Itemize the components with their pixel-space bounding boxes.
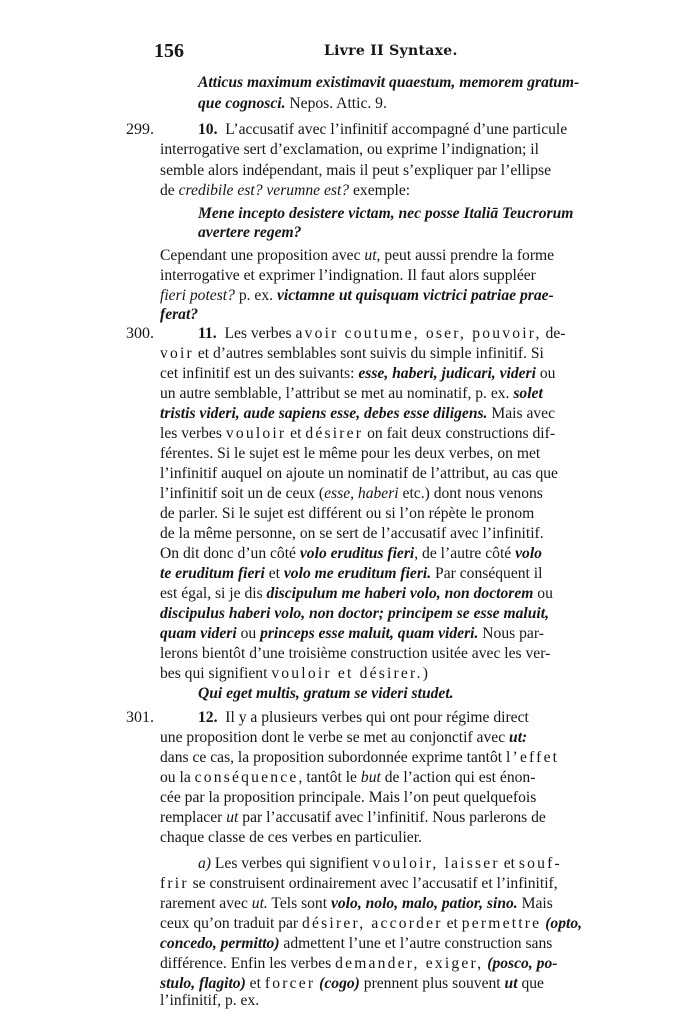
- paragraph-line: ou la conséquence, tantôt le but de l’action qui est énon-: [160, 769, 536, 786]
- running-head: Livre II Syntaxe.: [324, 43, 458, 59]
- paragraph-line: te eruditum fieri et volo me eruditum fieri. Par conséquent il: [160, 565, 543, 582]
- paragraph-line: les verbes vouloir et désirer on fait deux constructions dif-: [160, 425, 556, 442]
- paragraph-line: de credibile est? verumne est? exemple:: [160, 182, 411, 199]
- paragraph-line: l’infinitif, p. ex.: [160, 992, 260, 1009]
- section-number-299: 299.: [126, 121, 154, 138]
- quote-line: Qui eget multis, gratum se videri studet.: [198, 685, 454, 702]
- paragraph-line: stulo, flagito) et forcer (cogo) prennent plus souvent ut que: [160, 975, 544, 992]
- paragraph-line: 10. L’accusatif avec l’infinitif accompagné d’une particule: [198, 121, 568, 138]
- paragraph-line: cée par la proposition principale. Mais l’on peut quelquefois: [160, 789, 537, 806]
- paragraph-line: est égal, si je dis discipulum me haberi volo, non doctorem ou: [160, 585, 553, 602]
- paragraph-line: lerons bientôt d’une troisième construction usitée avec les ver-: [160, 645, 551, 662]
- paragraph-line: dans ce cas, la proposition subordonnée exprime tantôt l’effet: [160, 749, 560, 766]
- paragraph-line: discipulus haberi volo, non doctor; principem se esse maluit,: [160, 605, 549, 622]
- paragraph-line: chaque classe de ces verbes en particulier.: [160, 829, 422, 846]
- paragraph-line: de parler. Si le sujet est différent ou si l’on répète le pronom: [160, 505, 535, 522]
- paragraph-line: une proposition dont le verbe se met au conjonctif avec ut:: [160, 729, 528, 746]
- paragraph-line: remplacer ut par l’accusatif avec l’infinitif. Nous parlerons de: [160, 809, 546, 826]
- quote-line: avertere regem?: [198, 224, 302, 241]
- paragraph-line: bes qui signifient vouloir et désirer.): [160, 665, 428, 682]
- paragraph-line: a) Les verbes qui signifient vouloir, laisser et souf-: [198, 855, 562, 872]
- paragraph-line: férentes. Si le sujet est le même pour les deux verbes, on met: [160, 445, 541, 462]
- paragraph-line: On dit donc d’un côté volo eruditus fieri, de l’autre côté volo: [160, 545, 542, 562]
- section-number-301: 301.: [126, 709, 154, 726]
- quote-line: Mene incepto desistere victam, nec posse Italiā Teucrorum: [198, 205, 574, 222]
- paragraph-line: interrogative sert d’exclamation, ou exprime l’indignation; il: [160, 141, 539, 158]
- paragraph-line: frir se construisent ordinairement avec l’accusatif et l’infinitif,: [160, 875, 558, 892]
- item-number: 12.: [198, 709, 218, 726]
- quote-line: Atticus maximum existimavit quaestum, memorem gratum-: [198, 74, 580, 91]
- paragraph-line: quam videri ou princeps esse maluit, quam videri. Nous par-: [160, 625, 544, 642]
- paragraph-line: l’infinitif soit un de ceux (esse, haberi etc.) dont nous venons: [160, 485, 543, 502]
- paragraph-line: ceux qu’on traduit par désirer, accorder et permettre (opto,: [160, 915, 583, 932]
- paragraph-line: semble alors indépendant, mais il peut s’expliquer par l’ellipse: [160, 162, 552, 179]
- item-number: 10.: [198, 121, 218, 138]
- paragraph-line: l’infinitif auquel on ajoute un nominatif de l’attribut, au cas que: [160, 465, 558, 482]
- paragraph-line: de la même personne, on se sert de l’accusatif avec l’infinitif.: [160, 525, 544, 542]
- paragraph-line: 11. Les verbes avoir coutume, oser, pouvoir, de-: [198, 325, 566, 342]
- paragraph-line: interrogative et exprimer l’indignation. Il faut alors suppléer: [160, 267, 536, 284]
- item-number: 11.: [198, 325, 217, 342]
- paragraph-line: cet infinitif est un des suivants: esse, haberi, judicari, videri ou: [160, 365, 556, 382]
- paragraph-line: Cependant une proposition avec ut, peut aussi prendre la forme: [160, 247, 555, 264]
- paragraph-line: un autre semblable, l’attribut se met au nominatif, p. ex. solet: [160, 385, 543, 402]
- paragraph-line: concedo, permitto) admettent l’une et l’autre construction sans: [160, 935, 553, 952]
- page-header: [154, 40, 484, 66]
- section-number-300: 300.: [126, 325, 154, 342]
- paragraph-line: 12. Il y a plusieurs verbes qui ont pour régime direct: [198, 709, 529, 726]
- paragraph-line: rarement avec ut. Tels sont volo, nolo, malo, patior, sino. Mais: [160, 895, 553, 912]
- paragraph-line: tristis videri, aude sapiens esse, debes esse diligens. Mais avec: [160, 405, 556, 422]
- page-number: 156: [154, 40, 184, 62]
- paragraph-line: voir et d’autres semblables sont suivis du simple infinitif. Si: [160, 345, 544, 362]
- paragraph-line: fieri potest? p. ex. victamne ut quisquam victrici patriae prae-: [160, 287, 554, 304]
- paragraph-line: différence. Enfin les verbes demander, exiger, (posco, po-: [160, 955, 558, 972]
- quote-line: que cognosci. Nepos. Attic. 9.: [198, 95, 387, 112]
- paragraph-line: ferat?: [160, 306, 199, 323]
